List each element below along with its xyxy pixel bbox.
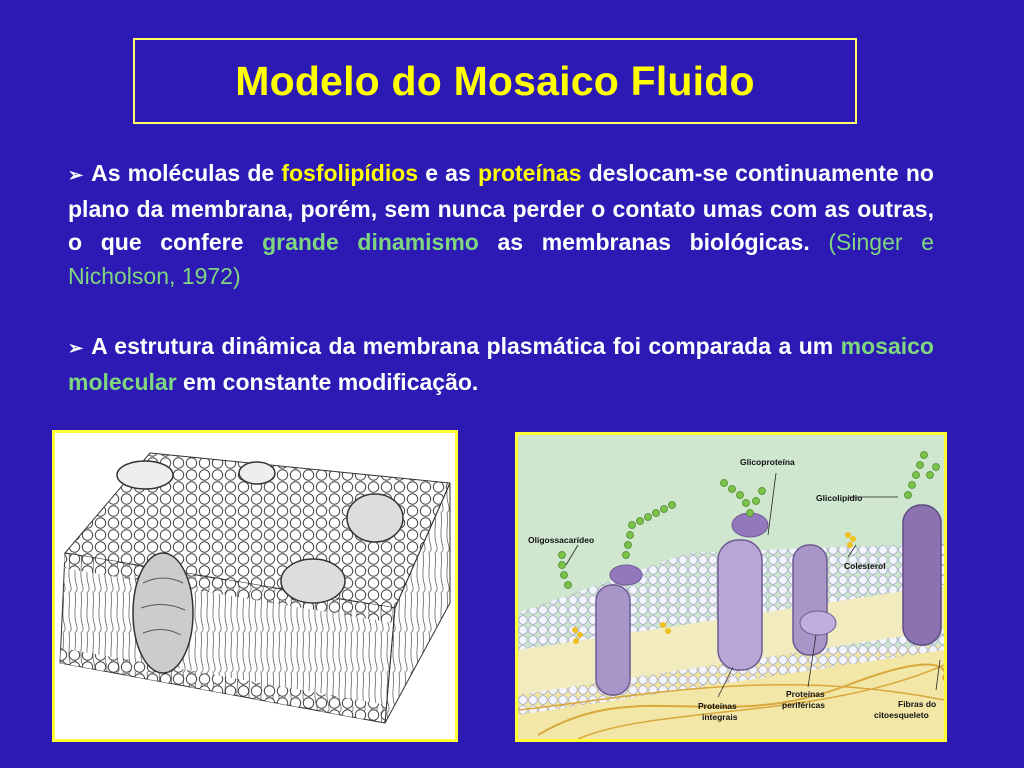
highlight-proteinas: proteínas (477, 160, 582, 186)
arrow-bullet-icon: ➢ (68, 338, 84, 358)
label-proteinas-perifericas-1: Proteínas (786, 689, 825, 699)
bullet-1-text-b: e as (418, 160, 478, 186)
membrane-sketch-svg (55, 433, 455, 739)
membrane-sketch-image (52, 430, 458, 742)
label-glicoproteina: Glicoproteína (740, 457, 795, 467)
label-proteinas-integrais-2: integrais (702, 712, 738, 722)
arrow-bullet-icon: ➢ (68, 165, 84, 185)
bullet-1-text-d: as membranas biológicas. (478, 229, 829, 255)
label-proteinas-integrais-1: Proteínas (698, 701, 737, 711)
highlight-mosaico-molecular: mosaico molecular (68, 333, 934, 395)
highlight-fosfolipidios: fosfolipídios (281, 160, 419, 186)
label-glicolipidio: Glicolipídio (816, 493, 863, 503)
citation: (Singer e Nicholson, 1972) (68, 229, 935, 289)
membrane-diagram-svg (518, 435, 944, 739)
label-oligossacarideo: Oligossacarídeo (528, 535, 595, 545)
bullet-1 (68, 157, 934, 293)
label-proteinas-perifericas-2: periféricas (782, 700, 825, 710)
bullet-1-text-c: deslocam-se continuamente no plano da membrana, porém, sem nunca perder o contato umas com as outras, o que confere (68, 160, 934, 255)
bullet-2-text-b: em constante modificação. (176, 368, 479, 395)
label-fibras-2: citoesqueleto (874, 710, 929, 720)
title-box (133, 38, 857, 124)
bullet-2 (68, 330, 934, 399)
label-colesterol: Colesterol (844, 561, 886, 571)
highlight-grande-dinamismo: grande dinamismo (262, 229, 479, 255)
bullet-2-text-a: A estrutura dinâmica da membrana plasmática foi comparada a um (91, 333, 841, 359)
label-fibras-1: Fibras do (898, 699, 937, 709)
bullet-1-text-a: As moléculas de (91, 160, 282, 186)
membrane-diagram-image (515, 432, 947, 742)
page-title: Modelo do Mosaico Fluido (235, 57, 755, 104)
